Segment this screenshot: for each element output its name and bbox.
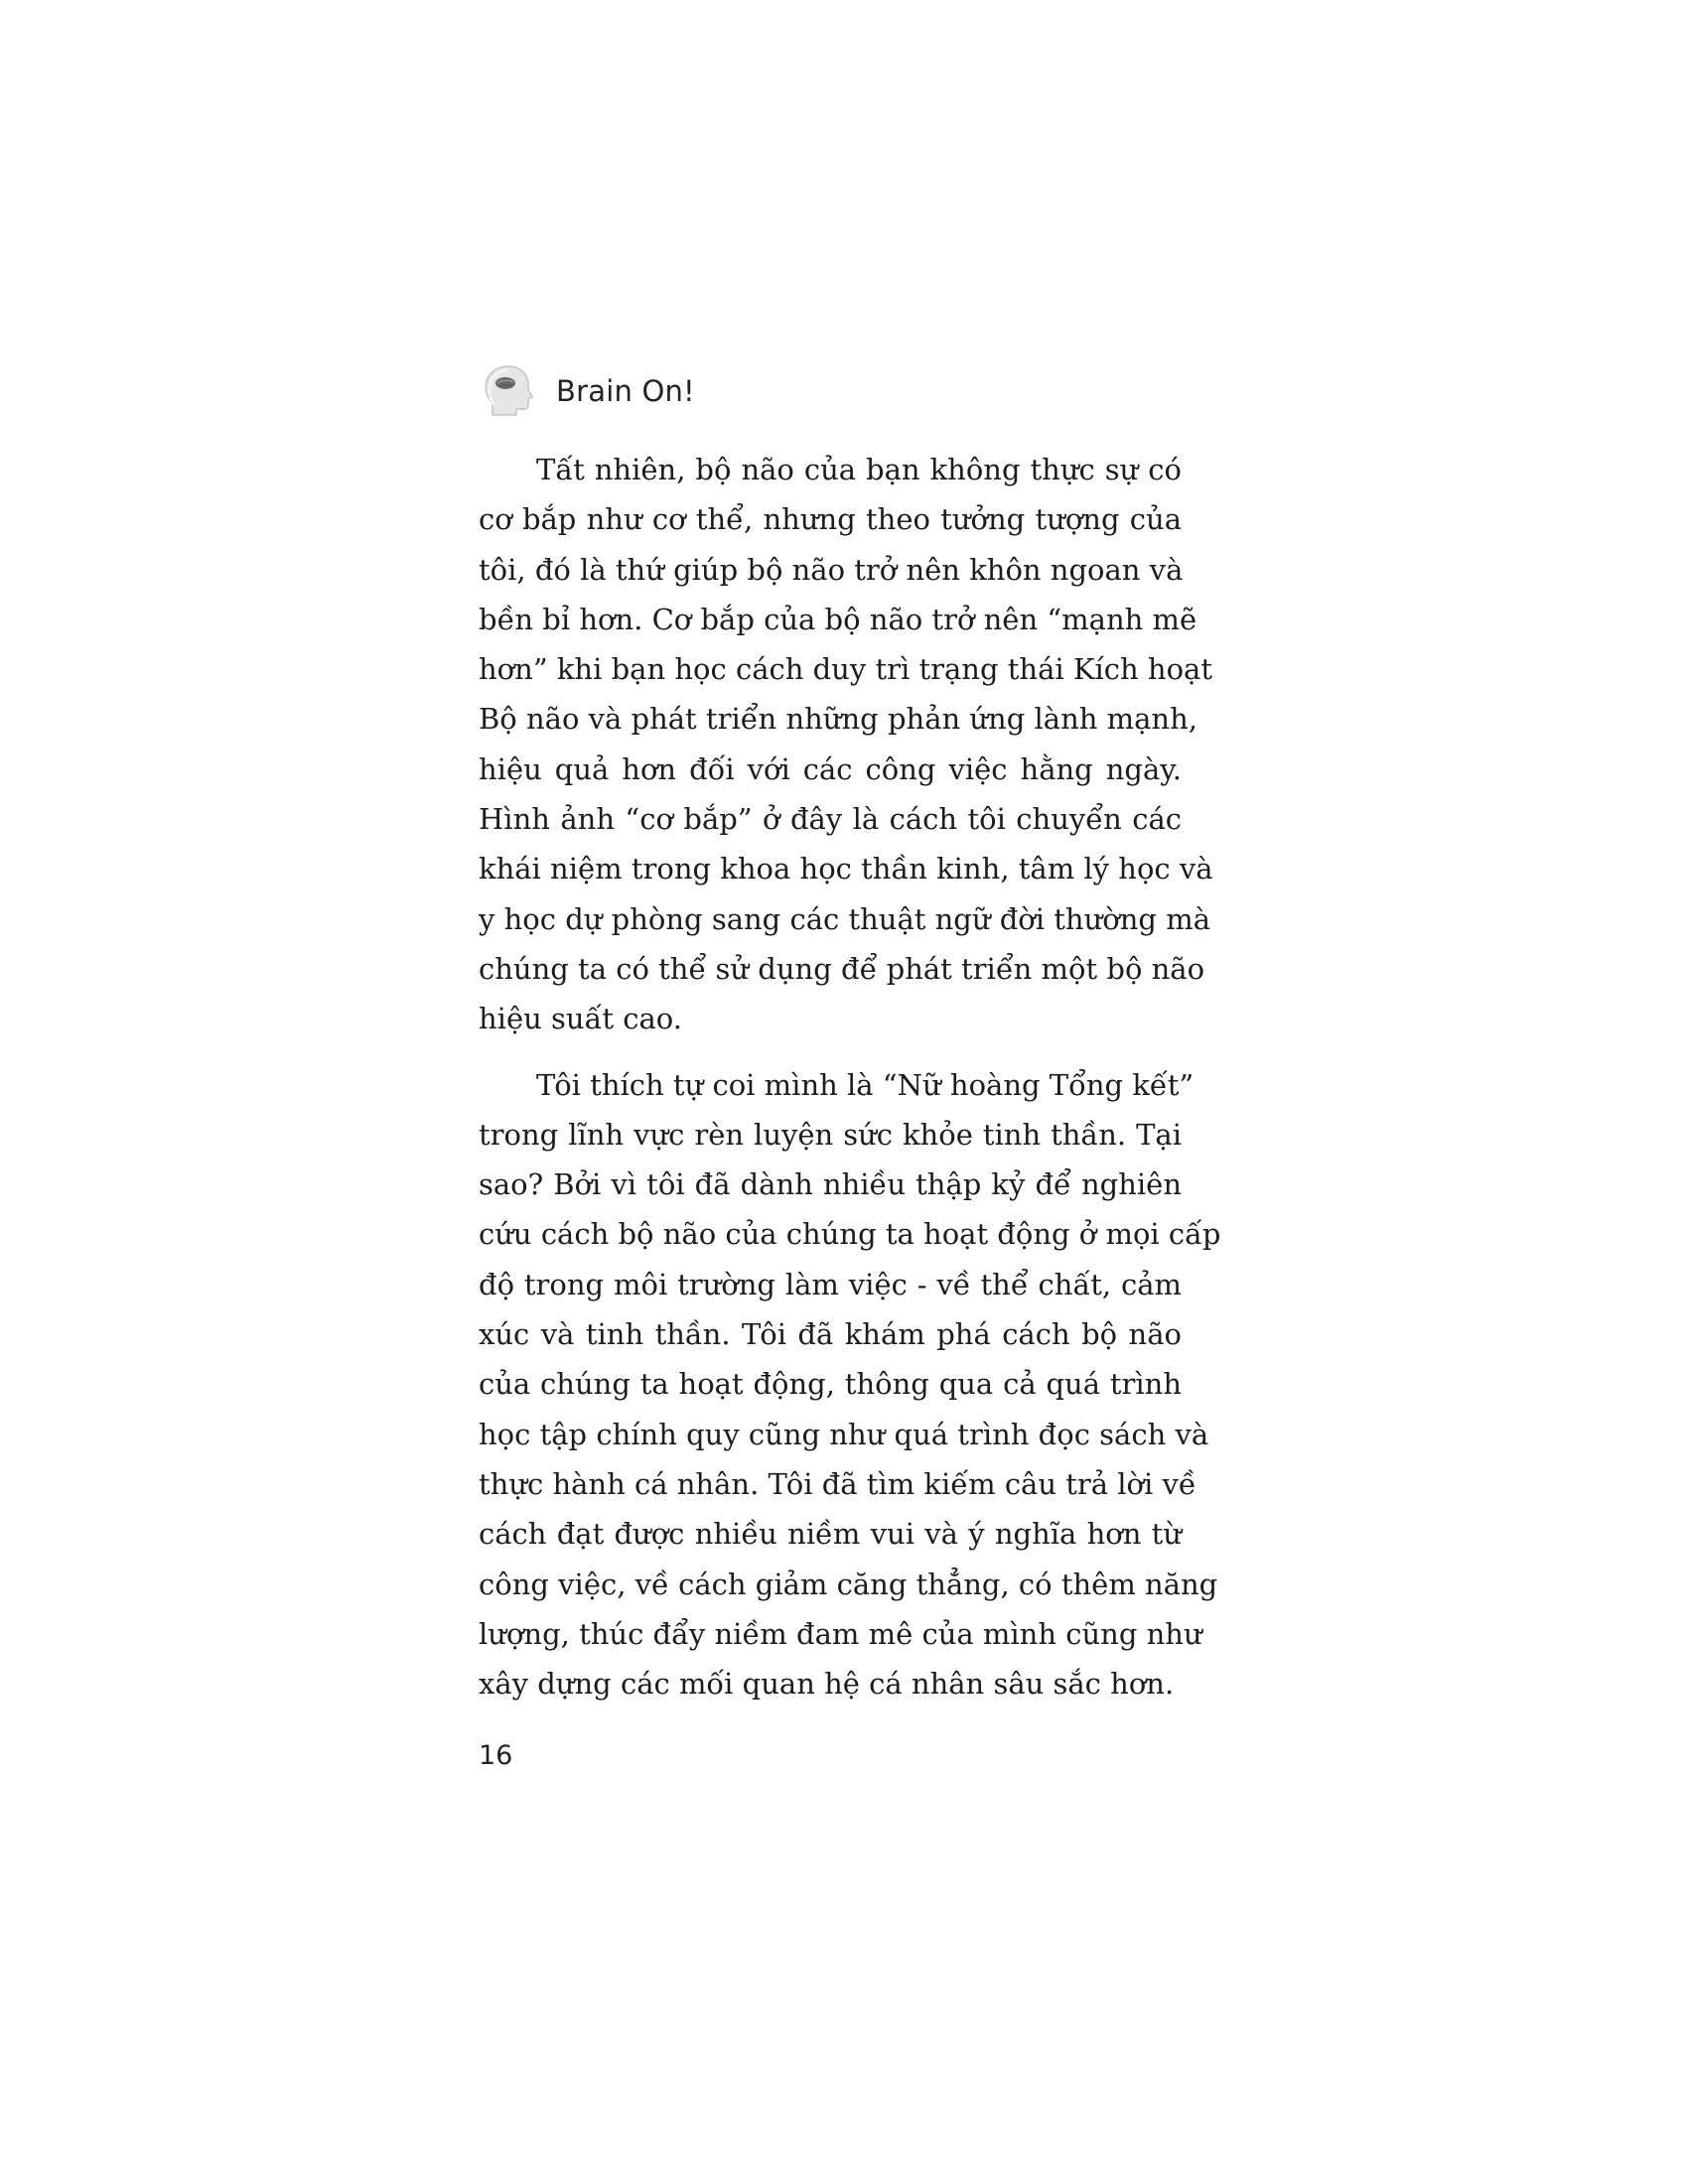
- body-text: [479, 445, 1221, 1708]
- text-line: của chúng ta hoạt động, thông qua cả quá trình: [479, 1367, 1182, 1402]
- text-line: khái niệm trong khoa học thần kinh, tâm lý học và: [479, 852, 1213, 887]
- text-line: sao? Bởi vì tôi đã dành nhiều thập kỷ để nghiên: [479, 1167, 1182, 1202]
- text-line: lượng, thúc đẩy niềm đam mê của mình cũng như: [479, 1616, 1202, 1651]
- text-line: cơ bắp như cơ thể, nhưng theo tưởng tượng của: [479, 502, 1182, 537]
- text-line: cách đạt được nhiều niềm vui và ý nghĩa hơn từ: [479, 1517, 1182, 1552]
- text-line: thực hành cá nhân. Tôi đã tìm kiếm câu trả lời về: [479, 1466, 1196, 1501]
- text-line: trong lĩnh vực rèn luyện sức khỏe tinh thần. Tại: [479, 1117, 1182, 1152]
- paragraph-gap: [479, 1044, 1182, 1060]
- text-line: y học dự phòng sang các thuật ngữ đời thường mà: [479, 901, 1210, 936]
- text-line: chúng ta có thể sử dụng để phát triển một bộ não: [479, 951, 1205, 986]
- text-line: hiệu quả hơn đối với các công việc hằng ngày.: [479, 751, 1182, 786]
- text-line: Hình ảnh “cơ bắp” ở đây là cách tôi chuyển các: [479, 802, 1182, 837]
- text-line: công việc, về cách giảm căng thẳng, có thêm năng: [479, 1567, 1218, 1601]
- text-line: cứu cách bộ não của chúng ta hoạt động ở mọi cấp: [479, 1217, 1221, 1252]
- text-line: học tập chính quy cũng như quá trình đọc sách và: [479, 1417, 1209, 1451]
- text-line: xây dựng các mối quan hệ cá nhân sâu sắc hơn.: [479, 1667, 1175, 1702]
- text-line: độ trong môi trường làm việc - về thể chất, cảm: [479, 1267, 1182, 1301]
- paragraph: [479, 1060, 1221, 1709]
- page-number: 16: [479, 1740, 513, 1771]
- text-line: bền bỉ hơn. Cơ bắp của bộ não trở nên “mạnh mẽ: [479, 602, 1197, 636]
- running-header-title: Brain On!: [556, 374, 695, 408]
- head-profile-icon: [479, 363, 534, 419]
- text-line: xúc và tinh thần. Tôi đã khám phá cách bộ não: [479, 1317, 1182, 1352]
- text-line: hơn” khi bạn học cách duy trì trạng thái Kích hoạt: [479, 652, 1213, 687]
- text-line: Bộ não và phát triển những phản ứng lành mạnh,: [479, 702, 1198, 737]
- running-header: [479, 363, 695, 419]
- text-line: Tôi thích tự coi mình là “Nữ hoàng Tổng kết”: [536, 1067, 1195, 1102]
- paragraph: [479, 445, 1213, 1044]
- text-line: tôi, đó là thứ giúp bộ não trở nên khôn ngoan và: [479, 552, 1184, 587]
- text-line: Tất nhiên, bộ não của bạn không thực sự có: [536, 453, 1182, 486]
- text-line: hiệu suất cao.: [479, 1002, 682, 1036]
